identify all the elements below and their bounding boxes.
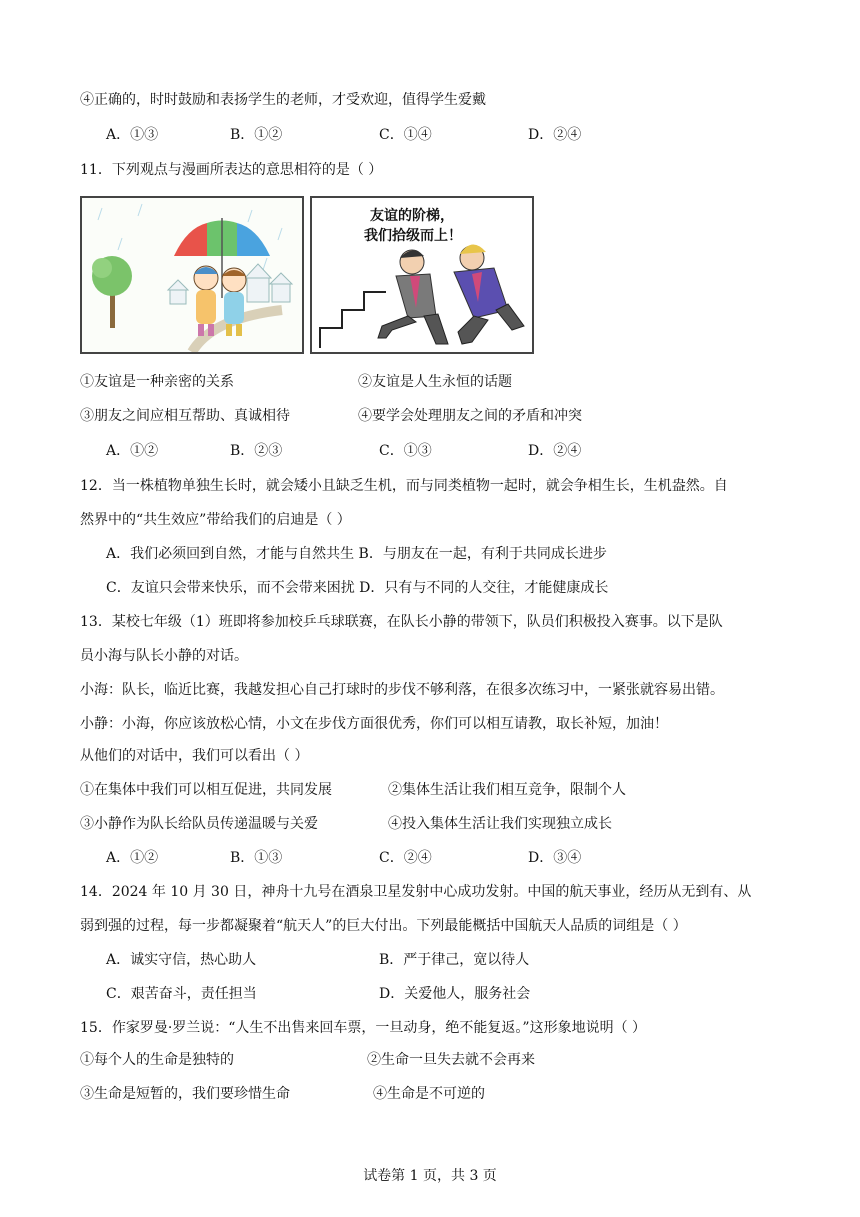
q10-statement-4: ④正确的，时时鼓励和表扬学生的老师，才受欢迎，值得学生爱戴 bbox=[80, 92, 486, 108]
friends-umbrella-illustration bbox=[82, 198, 302, 352]
q12-stem-line1: 12．当一株植物单独生长时，就会矮小且缺乏生机，而与同类植物一起时，就会争相生长，生机盎然。自 bbox=[80, 478, 728, 494]
q10-option-a[interactable]: A．①③ bbox=[106, 127, 159, 143]
q11-statement-2: ②友谊是人生永恒的话题 bbox=[358, 374, 512, 390]
q10-option-d[interactable]: D．②④ bbox=[528, 127, 582, 143]
q11-statement-4: ④要学会处理朋友之间的矛盾和冲突 bbox=[358, 408, 582, 424]
q13-statement-4: ④投入集体生活让我们实现独立成长 bbox=[388, 816, 612, 832]
q12-options-line1[interactable]: A．我们必须回到自然，才能与自然共生 B．与朋友在一起，有利于共同成长进步 bbox=[106, 546, 607, 562]
comic-panel-umbrella bbox=[80, 196, 304, 354]
q13-statement-3: ③小静作为队长给队员传递温暖与关爱 bbox=[80, 816, 318, 832]
q14-option-d[interactable]: D．关爱他人，服务社会 bbox=[379, 986, 531, 1002]
q12-options-line2[interactable]: C．友谊只会带来快乐，而不会带来困扰 D．只有与不同的人交往，才能健康成长 bbox=[106, 580, 609, 596]
q13-stem-line2: 员小海与队长小静的对话。 bbox=[80, 648, 248, 664]
q10-option-b[interactable]: B．①② bbox=[230, 127, 283, 143]
q11-option-d[interactable]: D．②④ bbox=[528, 443, 582, 459]
comic-panel-stairs bbox=[310, 196, 534, 354]
q14-option-b[interactable]: B．严于律己，宽以待人 bbox=[379, 952, 530, 968]
q13-statement-1: ①在集体中我们可以相互促进，共同发展 bbox=[80, 782, 332, 798]
q14-option-c[interactable]: C．艰苦奋斗，责任担当 bbox=[106, 986, 257, 1002]
friendship-stairs-illustration bbox=[312, 198, 532, 352]
q11-stem: 11．下列观点与漫画所表达的意思相符的是（ ） bbox=[80, 162, 383, 178]
q13-option-b[interactable]: B．①③ bbox=[230, 850, 283, 866]
q11-option-a[interactable]: A．①② bbox=[106, 443, 159, 459]
q15-statement-2: ②生命一旦失去就不会再来 bbox=[367, 1052, 535, 1068]
q13-option-d[interactable]: D．③④ bbox=[528, 850, 582, 866]
q15-stem: 15．作家罗曼·罗兰说：“人生不出售来回车票，一旦动身，绝不能复返。”这形象地说明（ ） bbox=[80, 1020, 647, 1036]
q13-statement-2: ②集体生活让我们相互竞争，限制个人 bbox=[388, 782, 626, 798]
q13-stem-line1: 13．某校七年级（1）班即将参加校乒乓球联赛，在队长小静的带领下，队员们积极投入赛事。以下是队 bbox=[80, 614, 723, 630]
q14-option-a[interactable]: A．诚实守信，热心助人 bbox=[106, 952, 257, 968]
q14-stem-line2: 弱到强的过程，每一步都凝聚着“航天人”的巨大付出。下列最能概括中国航天人品质的词组是（ ） bbox=[80, 918, 687, 934]
q15-statement-1: ①每个人的生命是独特的 bbox=[80, 1052, 234, 1068]
q15-statement-3: ③生命是短暂的，我们要珍惜生命 bbox=[80, 1086, 290, 1102]
q15-statement-4: ④生命是不可逆的 bbox=[373, 1086, 485, 1102]
q13-option-a[interactable]: A．①② bbox=[106, 850, 159, 866]
q11-option-b[interactable]: B．②③ bbox=[230, 443, 283, 459]
q13-dialog-xiaohai: 小海：队长，临近比赛，我越发担心自己打球时的步伐不够利落，在很多次练习中，一紧张就容易出错。 bbox=[80, 682, 724, 698]
q13-question: 从他们的对话中，我们可以看出（ ） bbox=[80, 748, 309, 764]
q14-stem-line1: 14．2024 年 10 月 30 日，神舟十九号在酒泉卫星发射中心成功发射。中国的航天事业，经历从无到有、从 bbox=[80, 884, 752, 900]
q11-option-c[interactable]: C．①③ bbox=[379, 443, 432, 459]
q11-statement-3: ③朋友之间应相互帮助、真诚相待 bbox=[80, 408, 290, 424]
page-footer: 试卷第 1 页，共 3 页 bbox=[363, 1168, 497, 1184]
q13-dialog-xiaojing: 小静：小海，你应该放松心情，小文在步伐方面很优秀，你们可以相互请教，取长补短，加油！ bbox=[80, 716, 668, 732]
q12-stem-line2: 然界中的“共生效应”带给我们的启迪是（ ） bbox=[80, 512, 351, 528]
q11-statement-1: ①友谊是一种亲密的关系 bbox=[80, 374, 234, 390]
q10-option-c[interactable]: C．①④ bbox=[379, 127, 432, 143]
comic-caption-line1: 友谊的阶梯， bbox=[370, 208, 454, 224]
q13-option-c[interactable]: C．②④ bbox=[379, 850, 432, 866]
comic-caption-line2: 我们拾级而上！ bbox=[364, 228, 462, 244]
